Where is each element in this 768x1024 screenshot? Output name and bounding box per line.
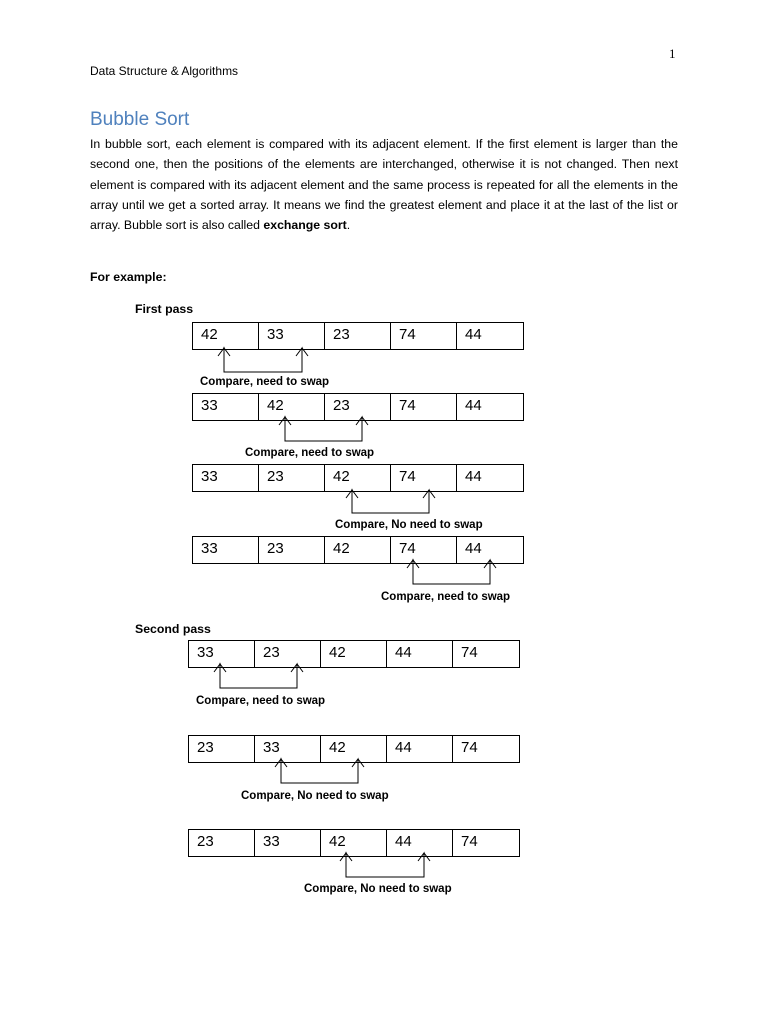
array-cell: 74 [461, 644, 478, 661]
section-title: Bubble Sort [90, 109, 190, 130]
compare-caption: Compare, need to swap [196, 695, 326, 707]
compare-caption: Compare, No need to swap [241, 790, 389, 802]
array-cell: 44 [465, 468, 482, 485]
array-cell: 23 [259, 537, 325, 563]
intro-text: In bubble sort, each element is compared with its adjacent element. If the first element is larger than the second one, then the positions of the elements are interchanged, otherwise it is not changed. Then next element is compared with its adjacent element and the same process is repeated for all the elements in the array until we get a sorted array. It means we find the greatest element and place it at the last of the list or array. Bubble sort is also called [90, 137, 678, 233]
array-cell: 33 [255, 736, 321, 762]
array-cell: 74 [461, 833, 478, 850]
array-cell: 33 [259, 323, 325, 349]
array-cell: 33 [255, 830, 321, 856]
array-cell: 42 [193, 323, 259, 349]
intro-text-end: . [346, 218, 351, 233]
array-cell: 33 [193, 537, 259, 563]
compare-caption: Compare, need to swap [200, 376, 330, 388]
array-cell: 42 [259, 394, 325, 420]
compare-caption: Compare, need to swap [245, 447, 375, 459]
running-header: Data Structure & Algorithms [90, 64, 239, 78]
array-cell: 74 [461, 739, 478, 756]
array-cell: 23 [325, 323, 391, 349]
compare-caption: Compare, need to swap [381, 591, 511, 603]
array-cell: 74 [391, 323, 457, 349]
array-cell: 44 [465, 326, 482, 343]
array-cell: 74 [391, 465, 457, 491]
array-cell: 44 [465, 540, 482, 557]
array-cell: 23 [325, 394, 391, 420]
array-cell: 23 [189, 830, 255, 856]
array-cell: 33 [193, 465, 259, 491]
array-cell: 42 [321, 736, 387, 762]
array-cell: 74 [391, 537, 457, 563]
array-cell: 44 [387, 830, 453, 856]
array-cell: 23 [255, 641, 321, 667]
first-pass-label: First pass [135, 302, 194, 316]
array-cell: 33 [189, 641, 255, 667]
bold-term: exchange sort [263, 218, 347, 233]
compare-caption: Compare, No need to swap [335, 519, 483, 531]
array-cell: 42 [325, 537, 391, 563]
array-cell: 42 [325, 465, 391, 491]
array-cell: 23 [259, 465, 325, 491]
array-cell: 23 [189, 736, 255, 762]
second-pass-label: Second pass [135, 622, 211, 636]
array-cell: 44 [465, 397, 482, 414]
array-cell: 74 [391, 394, 457, 420]
compare-caption: Compare, No need to swap [304, 883, 452, 895]
array-cell: 42 [321, 830, 387, 856]
array-cell: 42 [321, 641, 387, 667]
array-cell: 44 [387, 736, 453, 762]
example-label: For example: [90, 270, 167, 284]
page-number: 1 [669, 46, 676, 61]
array-cell: 44 [387, 641, 453, 667]
array-cell: 33 [193, 394, 259, 420]
